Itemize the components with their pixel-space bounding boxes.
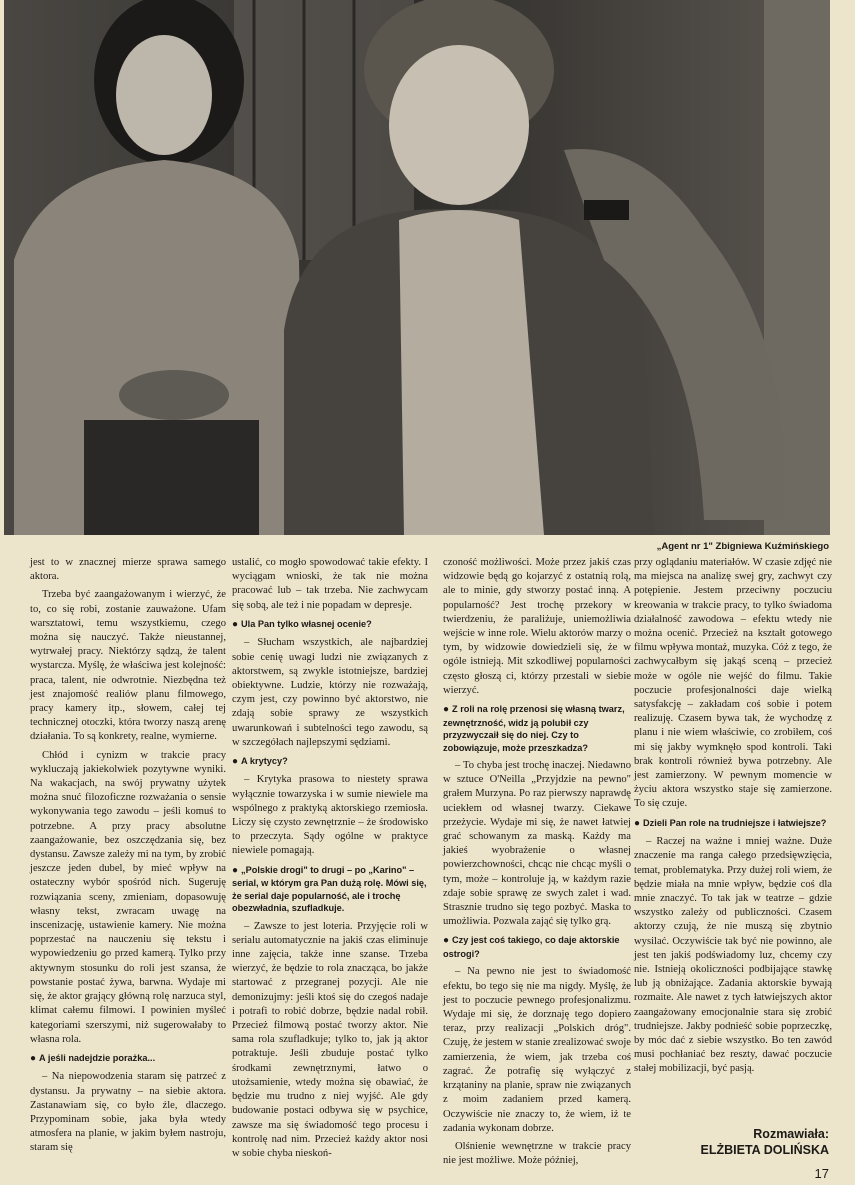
interview-question: [30, 1052, 226, 1066]
interviewer-signature: [701, 1126, 829, 1158]
text-column-1: [30, 556, 226, 1160]
interview-question: [232, 618, 428, 632]
interview-question: [634, 817, 832, 831]
paragraph: – Na niepowodzenia staram się patrzeć z dystansu. Ja prywatny – na siebie aktora. Zastanawiam się, co było źle, dlaczego. Przypominam sobie, jaka była wtedy atmosfera na planie, w jakim byłem nastroju, staram się: [30, 1071, 226, 1154]
interview-question: [443, 703, 631, 754]
bullet-icon: ●: [634, 817, 641, 829]
paragraph: Chłód i cynizm w trakcie pracy wykluczają jakiekolwiek pozytywne wyniki. Na wakacjach, na swój prywatny użytek można snuć filozoficzne rozważania o sensie wykonywania tego zawodu – jeśli komuś to potrzebne. A przy pracy absolutne zaangażowanie, bez oszczędzania się, bez dystansu. Zawsze zależy mi na tym, by zrobić jeszcze jeden dubel, by mieć wpływ na ostateczny wybór spośród nich. Sugeruję rozwiązania sceny, zmieniam, dopasowuję własny tekst, zwracam uwagę na inscenizację, ustawienie kamery. Nie można poprzestać na nauczeniu się tekstu i wypowiedzeniu go przed kamerą. Tylko przy aktywnym stosunku do roli jest szansa, że powstanie postać żywa, barwna. Wydaje mi się, że aktor grający główną rolę narzuca styl, klimat całemu filmowi. I powinien myśleć kategoriami szerszymi, niż sugerowałaby to własna rola.: [30, 749, 226, 1045]
interview-question: [443, 934, 631, 960]
paragraph: jest to w znacznej mierze sprawa samego aktora.: [30, 557, 226, 583]
paragraph: – Na pewno nie jest to świadomość efektu, bo tego się nie ma nigdy. Myślę, że jest to poczucie pewnego profesjonalizmu. Wydaje mi się, że dorznaję tego dopiero teraz, przy realizacji „Polskich dróg". Czuję, że jestem w stanie zrealizować swoje zamierzenia, że wiem, jak trzeba coś zagrać. Że potrafię się wyłączyć z krzątaniny na planie, spraw nie związanych z moim zadaniem przed kamerą. Oczywiście nie znaczy to, że wiem, iż te zadania wykonam dobrze.: [443, 966, 631, 1134]
film-still-photo: [4, 0, 830, 535]
question-text: Czy jest coś takiego, co daje aktorskie ostrogi?: [443, 935, 620, 959]
paragraph: – Krytyka prasowa to niestety sprawa wyłącznie towarzyska i w sumie niewiele ma wspólnego z praktyką aktorskiego rzemiosła. Liczy się czysto zewnętrznie – że środowisko to przeczyta. Sądy ogólne w praktyce niewiele pomagają.: [232, 774, 428, 857]
bullet-icon: ●: [443, 935, 450, 947]
bullet-icon: ●: [30, 1052, 37, 1064]
bullet-icon: ●: [232, 618, 239, 630]
page-number: 17: [814, 1166, 829, 1181]
bullet-icon: ●: [232, 755, 239, 767]
paragraph: – Raczej na ważne i mniej ważne. Duże znaczenie ma ranga całego przedsięwzięcia, temat, problematyka. Przy dużej roli wiem, że będzie miała na mnie wpływ, będzie coś dla mnie znaczyć. To tak jak w teatrze – gdzie wszystko zależy od publiczności. Czasem aktorzy czują, że nie muszą się zbytnio wysilać. Oczywiście tak być nie powinno, ale jest ten jakiś podświadomy luz, chcemy czy nie. Istnieją okoliczności podbijające stawkę lub ją obniżające. Zadania aktorskie bywają rozmaite. Ale nawet z tych łatwiejszych aktor zaangażowany emocjonalnie stara się zrobić trudniejsze. Jakby podnieść sobie poprzeczkę, by móc dać z siebie wszystko. Bo ten zawód musi pochłaniać bez reszty, dawać poczucie stałej mobilizacji, być pasją.: [634, 836, 832, 1075]
paragraph: ustalić, co mogło spowodować takie efekty. I wyciągam wnioski, że tak nie można pracować lub – tak trzeba. Nie zachwycam się sobą, ale też i nie popadam w depresje.: [232, 557, 428, 611]
bullet-icon: ●: [443, 704, 450, 716]
paragraph: – Zawsze to jest loteria. Przyjęcie roli w serialu automatycznie na jakiś czas eliminuje inne zajęcia, także inne szanse. Trzeba wierzyć, że będzie to rola znacząca, bo jakże startować z przegranej pozycji. Ale nie demonizujmy: jeśli ktoś się do czegoś nadaje i potrafi to robić dobrze, będzie nadal robił. Przecież filmową postać tworzy aktor. Nie sama rola szufladkuje; tylko to, jak ją aktor potraktuje. Jeśli zbuduje postać tylko środkami zewnętrznymi, łatwo o utożsamienie, wtedy można się obawiać, że będzie mu trudno z niej wyjść. Ale gdy budowanie postaci odbywa się w psychice, zawsze ma się świadomość tego procesu i kontrolę nad nim. Przecież każdy aktor nosi w sobie chyba nieskoń-: [232, 920, 428, 1159]
signature-label: Rozmawiała:: [753, 1127, 829, 1141]
paragraph: – To chyba jest trochę inaczej. Niedawno w sztuce O'Neilla „Przyjdzie na pewno" grałem Murzyna. Po raz pierwszy naprawdę uciekłem od własnej twarzy. Ciekawe przeżycie. Wydaje mi się, że nawet łatwiej grać schowanym za maską. Każdy ma jakieś wyobrażenie o własnej powierzchowności, chcąc nie chcąc myśli o tym, może – kontroluje ją, w każdym razie zdaje sobie sprawę ze swych zalet i wad. Strasznie trudno się tego pozbyć. Maska to umożliwia. Pozwala zająć się tylko grą.: [443, 760, 631, 928]
text-column-3: [443, 556, 631, 1172]
question-text: Z roli na rolę przenosi się własną twarz, zewnętrzność, widz ją polubił czy przyzwyczaił się do niej. Czy to zobowiązuje, może przeszkadza?: [443, 704, 625, 753]
question-text: A jeśli nadejdzie porażka...: [39, 1052, 156, 1063]
question-text: Ula Pan tylko własnej ocenie?: [241, 618, 372, 629]
question-text: A krytycy?: [241, 755, 288, 766]
text-column-4: [634, 556, 832, 1081]
paragraph: Olśnienie wewnętrzne w trakcie pracy nie jest możliwe. Może później,: [443, 1140, 631, 1167]
photo-illustration: [4, 0, 830, 535]
interview-question: [232, 864, 428, 915]
paragraph: czoność możliwości. Może przez jakiś czas widzowie będą go kojarzyć z ostatnią rolą, ale to minie, gdy stworzy postać inną. A popularność? Jest trochę przekory w twierdzeniu, że paraliżuje, uniemożliwia wejście w inne role. Wielu aktorów marzy o tym, by widzowie dowiedzieli się, że w ogóle istnieją. Mit szkodliwej popularności często głoszą ci, którzy przestali w siebie wierzyć.: [443, 557, 631, 696]
paragraph: przy oglądaniu materiałów. W czasie zdjęć nie ma miejsca na analizę swej gry, zachwyt czy potępienie. Jestem przeciwny poczuciu kreowania w trakcie pracy, to tylko świadoma działalność zawodowa – efektu wtedy nie można ocenić. Przecież na kształt gotowego filmu wpływa montaż, muzyka. Cóż z tego, że zachwycałbym się jakąś sceną – przecież może w ogóle nie wejść do filmu. Takie poczucie profesjonalności daje wielką satysfakcję – zakładam coś sobie i potem realizuję. Czasem bywa tak, że wychodzę z planu i nie wiem właściwie, co zrobiłem, coś mi się jakby wymknęło spod kontroli. Taki brak kontroli również bywa potrzebny. Ale jest zamierzony. W pewnym momencie w życiu aktora wszystko staje się zamierzone. To się czuje.: [634, 557, 832, 810]
interview-question: [232, 755, 428, 769]
text-column-2: [232, 556, 428, 1165]
paragraph: Trzeba być zaangażowanym i wierzyć, że to, co się robi, zostanie zauważone. Ufam warsztatowi, temu wszystkiemu, czego można się nauczyć. Także nieustannej, wytrwałej pracy. Niektórzy sądzą, że talent wystarcza. Myślę, że właściwa jest kolejność: praca, talent, nie odwrotnie. Niezbędna też jest znajomość realiów planu filmowego, pracy kamery itp., słowem, całej tej technicznej otoczki, która tworzy naszą arenę działania. To są konkrety, realne, wymierne.: [30, 589, 226, 743]
paragraph: – Słucham wszystkich, ale najbardziej sobie cenię uwagi ludzi nie związanych z aktorstwem, są zwykle istotniejsze, bardziej obiektywne. Ludzie, którzy nie rozważają, czym jest, czy powinno być aktorstwo, nie zdają sobie sprawy ze wszystkich uwarunkowań i subtelności tego zawodu, są w szczegółach najlepszymi sędziami.: [232, 637, 428, 748]
bullet-icon: ●: [232, 864, 239, 876]
question-text: „Polskie drogi" to drugi – po „Karino" – serial, w którym gra Pan dużą rolę. Mówi się, że serial daje popularność, ale i trochę obezwładnia, szufladkuje.: [232, 864, 427, 914]
photo-caption: „Agent nr 1" Zbigniewa Kuźmińskiego: [656, 541, 829, 552]
question-text: Dzieli Pan role na trudniejsze i łatwiejsze?: [643, 817, 827, 828]
signature-name: ELŻBIETA DOLIŃSKA: [700, 1143, 829, 1157]
